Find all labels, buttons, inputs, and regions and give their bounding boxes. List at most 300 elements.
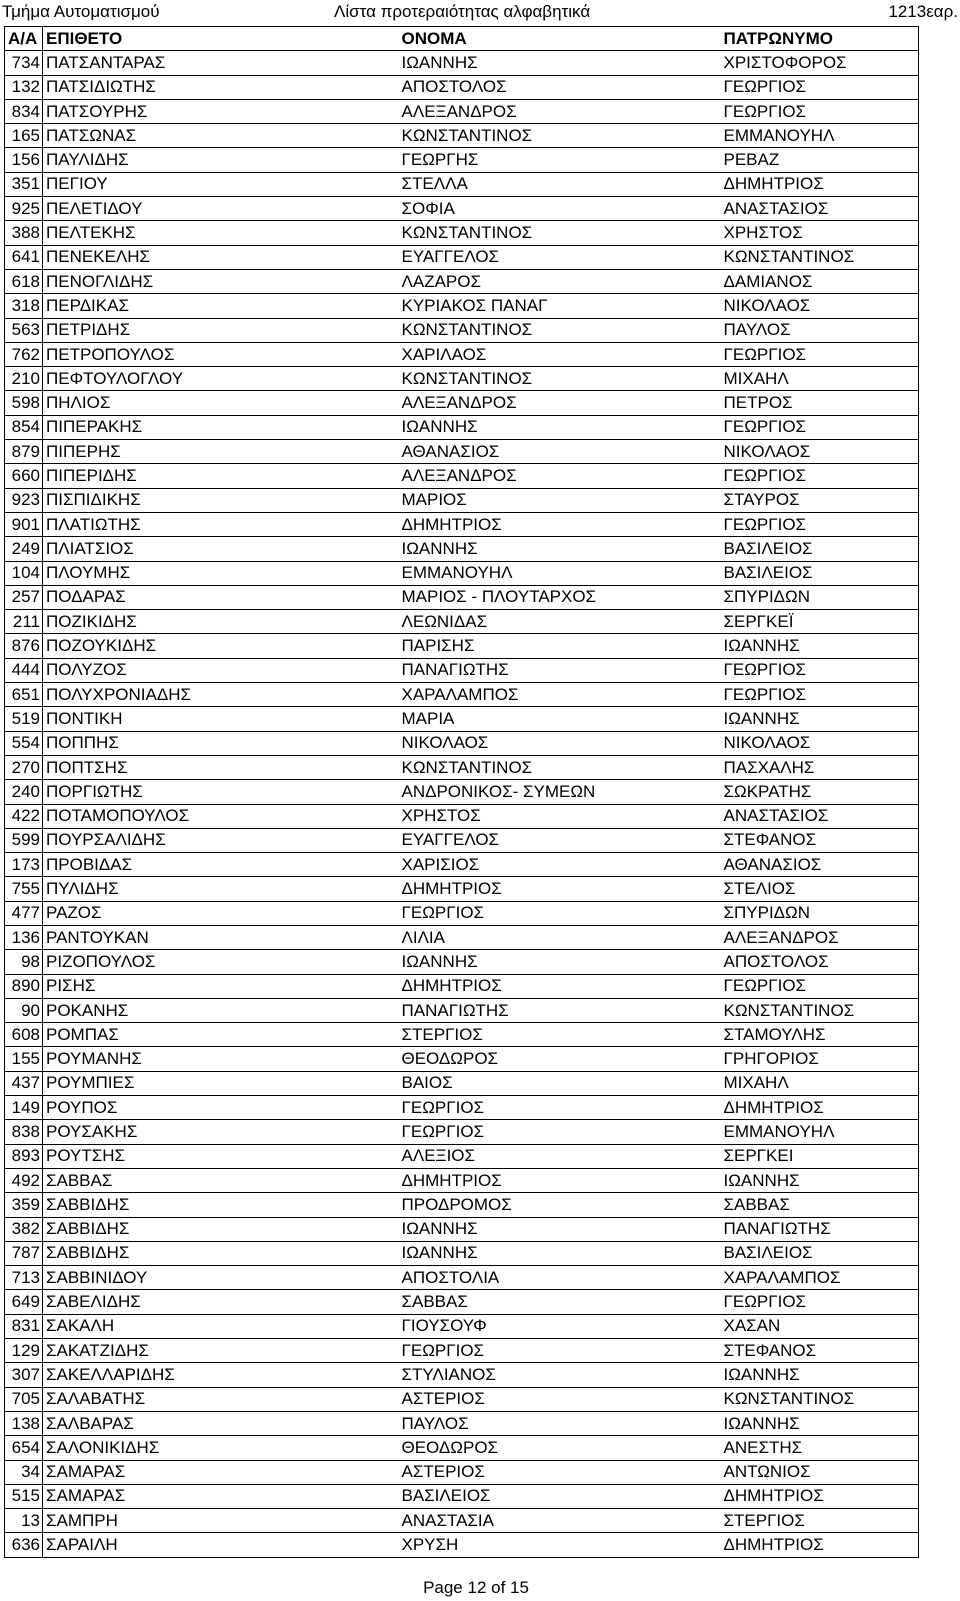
table-row — [5, 245, 919, 269]
cell-aa: 437 — [5, 1071, 43, 1095]
table-row — [5, 585, 919, 609]
cell-fathername: ΧΑΡΑΛΑΜΠΟΣ — [721, 1266, 919, 1290]
cell-surname: ΠΕΦΤΟΥΛΟΓΛΟΥ — [43, 367, 399, 391]
list-title: Λίστα προτεραιότητας αλφαβητικά — [334, 2, 591, 21]
cell-aa: 893 — [5, 1144, 43, 1168]
table-row — [5, 1120, 919, 1144]
table-row — [5, 1193, 919, 1217]
cell-firstname: ΔΗΜΗΤΡΙΟΣ — [399, 974, 721, 998]
page-footer — [0, 1577, 960, 1599]
cell-aa: 901 — [5, 512, 43, 536]
table-row — [5, 998, 919, 1022]
cell-firstname: ΑΣΤΕΡΙΟΣ — [399, 1460, 721, 1484]
cell-aa: 654 — [5, 1436, 43, 1460]
cell-firstname: ΑΣΤΕΡΙΟΣ — [399, 1387, 721, 1411]
cell-aa: 762 — [5, 342, 43, 366]
cell-firstname: ΝΙΚΟΛΑΟΣ — [399, 731, 721, 755]
cell-firstname: ΚΩΝΣΤΑΝΤΙΝΟΣ — [399, 367, 721, 391]
priority-list-table — [4, 26, 919, 1558]
cell-aa: 210 — [5, 367, 43, 391]
cell-surname: ΣΑΚΑΛΗ — [43, 1314, 399, 1338]
cell-aa: 834 — [5, 99, 43, 123]
cell-aa: 563 — [5, 318, 43, 342]
table-row — [5, 99, 919, 123]
cell-firstname: ΚΩΝΣΤΑΝΤΙΝΟΣ — [399, 318, 721, 342]
cell-aa: 149 — [5, 1096, 43, 1120]
cell-firstname: ΑΛΕΞΙΟΣ — [399, 1144, 721, 1168]
cell-surname: ΣΑΚΕΛΛΑΡΙΔΗΣ — [43, 1363, 399, 1387]
cell-fathername: ΙΩΑΝΝΗΣ — [721, 707, 919, 731]
cell-fathername: ΑΝΑΣΤΑΣΙΟΣ — [721, 804, 919, 828]
cell-firstname: ΑΘΑΝΑΣΙΟΣ — [399, 440, 721, 464]
table-row — [5, 512, 919, 536]
table-row — [5, 1460, 919, 1484]
cell-aa: 554 — [5, 731, 43, 755]
cell-fathername: ΑΘΑΝΑΣΙΟΣ — [721, 853, 919, 877]
cell-aa: 422 — [5, 804, 43, 828]
cell-fathername: ΑΝΤΩΝΙΟΣ — [721, 1460, 919, 1484]
table-row — [5, 1436, 919, 1460]
cell-aa: 598 — [5, 391, 43, 415]
cell-aa: 136 — [5, 925, 43, 949]
cell-surname: ΠΙΣΠΙΔΙΚΗΣ — [43, 488, 399, 512]
table-row — [5, 148, 919, 172]
table-row — [5, 1509, 919, 1533]
cell-surname: ΠΕΛΤΕΚΗΣ — [43, 221, 399, 245]
cell-surname: ΠΟΠΠΗΣ — [43, 731, 399, 755]
cell-fathername: ΧΡΗΣΤΟΣ — [721, 221, 919, 245]
cell-aa: 879 — [5, 440, 43, 464]
table-row — [5, 1290, 919, 1314]
cell-surname: ΡΑΝΤΟΥΚΑΝ — [43, 925, 399, 949]
cell-surname: ΣΑΛΑΒΑΤΗΣ — [43, 1387, 399, 1411]
cell-firstname: ΠΑΝΑΓΙΩΤΗΣ — [399, 658, 721, 682]
cell-aa: 307 — [5, 1363, 43, 1387]
cell-firstname: ΒΑΙΟΣ — [399, 1071, 721, 1095]
cell-surname: ΣΑΒΒΙΝΙΔΟΥ — [43, 1266, 399, 1290]
cell-firstname: ΘΕΟΔΩΡΟΣ — [399, 1047, 721, 1071]
cell-aa: 515 — [5, 1484, 43, 1508]
table-row — [5, 634, 919, 658]
cell-aa: 925 — [5, 197, 43, 221]
cell-fathername: ΒΑΣΙΛΕΙΟΣ — [721, 537, 919, 561]
cell-fathername: ΣΤΕΛΙΟΣ — [721, 877, 919, 901]
cell-aa: 34 — [5, 1460, 43, 1484]
cell-surname: ΣΑΡΑΙΛΗ — [43, 1533, 399, 1557]
cell-aa: 636 — [5, 1533, 43, 1557]
cell-firstname: ΣΑΒΒΑΣ — [399, 1290, 721, 1314]
cell-aa: 444 — [5, 658, 43, 682]
cell-surname: ΠΙΠΕΡΑΚΗΣ — [43, 415, 399, 439]
table-row — [5, 1144, 919, 1168]
cell-firstname: ΙΩΑΝΝΗΣ — [399, 537, 721, 561]
cell-firstname: ΜΑΡΙΟΣ - ΠΛΟΥΤΑΡΧΟΣ — [399, 585, 721, 609]
cell-fathername: ΚΩΝΣΤΑΝΤΙΝΟΣ — [721, 245, 919, 269]
cell-surname: ΠΑΤΣΙΔΙΩΤΗΣ — [43, 75, 399, 99]
cell-firstname: ΣΤΥΛΙΑΝΟΣ — [399, 1363, 721, 1387]
cell-aa: 382 — [5, 1217, 43, 1241]
cell-fathername: ΓΕΩΡΓΙΟΣ — [721, 75, 919, 99]
cell-aa: 173 — [5, 853, 43, 877]
cell-firstname: ΒΑΣΙΛΕΙΟΣ — [399, 1484, 721, 1508]
cell-firstname: ΜΑΡΙΑ — [399, 707, 721, 731]
cell-firstname: ΠΑΥΛΟΣ — [399, 1411, 721, 1435]
cell-fathername: ΧΡΙΣΤΟΦΟΡΟΣ — [721, 51, 919, 75]
cell-surname: ΠΕΝΟΓΛΙΔΗΣ — [43, 269, 399, 293]
cell-surname: ΡΟΚΑΝΗΣ — [43, 998, 399, 1022]
cell-surname: ΣΑΒΕΛΙΔΗΣ — [43, 1290, 399, 1314]
cell-surname: ΠΑΤΣΩΝΑΣ — [43, 124, 399, 148]
cell-aa: 165 — [5, 124, 43, 148]
table-row — [5, 391, 919, 415]
cell-aa: 713 — [5, 1266, 43, 1290]
cell-fathername: ΣΤΑΥΡΟΣ — [721, 488, 919, 512]
cell-aa: 831 — [5, 1314, 43, 1338]
cell-fathername: ΣΕΡΓΚΕΪ — [721, 610, 919, 634]
cell-surname: ΣΑΜΠΡΗ — [43, 1509, 399, 1533]
cell-firstname: ΚΩΝΣΤΑΝΤΙΝΟΣ — [399, 755, 721, 779]
cell-firstname: ΓΕΩΡΓΙΟΣ — [399, 901, 721, 925]
cell-aa: 270 — [5, 755, 43, 779]
cell-aa: 132 — [5, 75, 43, 99]
cell-firstname: ΑΠΟΣΤΟΛΙΑ — [399, 1266, 721, 1290]
cell-fathername: ΓΕΩΡΓΙΟΣ — [721, 658, 919, 682]
cell-aa: 98 — [5, 950, 43, 974]
table-row — [5, 974, 919, 998]
cell-firstname: ΑΛΕΞΑΝΔΡΟΣ — [399, 391, 721, 415]
cell-surname: ΣΑΒΒΙΔΗΣ — [43, 1193, 399, 1217]
cell-firstname: ΛΑΖΑΡΟΣ — [399, 269, 721, 293]
cell-firstname: ΧΑΡΙΛΑΟΣ — [399, 342, 721, 366]
column-header-fathername: ΠΑΤΡΩΝΥΜΟ — [721, 27, 919, 51]
table-row — [5, 1363, 919, 1387]
cell-firstname: ΑΝΑΣΤΑΣΙΑ — [399, 1509, 721, 1533]
cell-surname: ΠΟΤΑΜΟΠΟΥΛΟΣ — [43, 804, 399, 828]
cell-fathername: ΕΜΜΑΝΟΥΗΛ — [721, 1120, 919, 1144]
cell-firstname: ΓΕΩΡΓΗΣ — [399, 148, 721, 172]
cell-firstname: ΛΕΩΝΙΔΑΣ — [399, 610, 721, 634]
cell-firstname: ΑΛΕΞΑΝΔΡΟΣ — [399, 99, 721, 123]
cell-firstname: ΠΑΝΑΓΙΩΤΗΣ — [399, 998, 721, 1022]
cell-firstname: ΚΩΝΣΤΑΝΤΙΝΟΣ — [399, 124, 721, 148]
table-row — [5, 367, 919, 391]
cell-aa: 249 — [5, 537, 43, 561]
cell-surname: ΠΟΖΟΥΚΙΔΗΣ — [43, 634, 399, 658]
cell-aa: 651 — [5, 683, 43, 707]
cell-fathername: ΣΤΕΦΑΝΟΣ — [721, 1339, 919, 1363]
cell-firstname: ΔΗΜΗΤΡΙΟΣ — [399, 877, 721, 901]
cell-fathername: ΧΑΣΑΝ — [721, 1314, 919, 1338]
cell-firstname: ΣΤΕΡΓΙΟΣ — [399, 1023, 721, 1047]
table-row — [5, 1314, 919, 1338]
cell-fathername: ΣΩΚΡΑΤΗΣ — [721, 780, 919, 804]
cell-fathername: ΓΡΗΓΟΡΙΟΣ — [721, 1047, 919, 1071]
cell-aa: 649 — [5, 1290, 43, 1314]
cell-firstname: ΓΕΩΡΓΙΟΣ — [399, 1339, 721, 1363]
table-row — [5, 1047, 919, 1071]
cell-aa: 660 — [5, 464, 43, 488]
cell-firstname: ΠΡΟΔΡΟΜΟΣ — [399, 1193, 721, 1217]
cell-surname: ΡΙΣΗΣ — [43, 974, 399, 998]
cell-aa: 876 — [5, 634, 43, 658]
cell-aa: 854 — [5, 415, 43, 439]
cell-surname: ΡΟΥΤΣΗΣ — [43, 1144, 399, 1168]
table-row — [5, 707, 919, 731]
cell-aa: 755 — [5, 877, 43, 901]
cell-aa: 608 — [5, 1023, 43, 1047]
cell-surname: ΣΑΛΟΝΙΚΙΔΗΣ — [43, 1436, 399, 1460]
cell-surname: ΣΑΒΒΑΣ — [43, 1168, 399, 1192]
cell-fathername: ΜΙΧΑΗΛ — [721, 1071, 919, 1095]
cell-fathername: ΠΑΝΑΓΙΩΤΗΣ — [721, 1217, 919, 1241]
table-row — [5, 318, 919, 342]
table-row — [5, 440, 919, 464]
table-row — [5, 415, 919, 439]
cell-surname: ΠΟΔΑΡΑΣ — [43, 585, 399, 609]
cell-firstname: ΑΝΔΡΟΝΙΚΟΣ- ΣΥΜΕΩΝ — [399, 780, 721, 804]
cell-firstname: ΔΗΜΗΤΡΙΟΣ — [399, 512, 721, 536]
cell-fathername: ΝΙΚΟΛΑΟΣ — [721, 294, 919, 318]
cell-firstname: ΧΑΡΙΣΙΟΣ — [399, 853, 721, 877]
cell-surname: ΠΟΛΥΖΟΣ — [43, 658, 399, 682]
cell-firstname: ΙΩΑΝΝΗΣ — [399, 51, 721, 75]
page-header — [0, 0, 960, 24]
table-row — [5, 1533, 919, 1557]
cell-surname: ΠΟΠΤΣΗΣ — [43, 755, 399, 779]
cell-surname: ΡΟΜΠΑΣ — [43, 1023, 399, 1047]
cell-firstname: ΠΑΡΙΣΗΣ — [399, 634, 721, 658]
cell-surname: ΠΙΠΕΡΗΣ — [43, 440, 399, 464]
cell-firstname: ΑΛΕΞΑΝΔΡΟΣ — [399, 464, 721, 488]
table-row — [5, 683, 919, 707]
cell-aa: 90 — [5, 998, 43, 1022]
table-header-row — [5, 27, 919, 51]
table-row — [5, 1168, 919, 1192]
cell-fathername: ΔΗΜΗΤΡΙΟΣ — [721, 1533, 919, 1557]
cell-fathername: ΙΩΑΝΝΗΣ — [721, 1411, 919, 1435]
cell-fathername: ΠΑΥΛΟΣ — [721, 318, 919, 342]
cell-fathername: ΣΤΕΡΓΙΟΣ — [721, 1509, 919, 1533]
cell-fathername: ΙΩΑΝΝΗΣ — [721, 1363, 919, 1387]
cell-fathername: ΓΕΩΡΓΙΟΣ — [721, 683, 919, 707]
cell-aa: 734 — [5, 51, 43, 75]
cell-firstname: ΑΠΟΣΤΟΛΟΣ — [399, 75, 721, 99]
table-row — [5, 1023, 919, 1047]
cell-fathername: ΝΙΚΟΛΑΟΣ — [721, 440, 919, 464]
table-row — [5, 731, 919, 755]
table-row — [5, 828, 919, 852]
cell-fathername: ΣΤΕΦΑΝΟΣ — [721, 828, 919, 852]
table-row — [5, 804, 919, 828]
cell-surname: ΠΑΤΣΑΝΤΑΡΑΣ — [43, 51, 399, 75]
table-row — [5, 294, 919, 318]
table-row — [5, 221, 919, 245]
cell-aa: 838 — [5, 1120, 43, 1144]
cell-aa: 257 — [5, 585, 43, 609]
cell-firstname: ΓΕΩΡΓΙΟΣ — [399, 1120, 721, 1144]
cell-aa: 359 — [5, 1193, 43, 1217]
cell-aa: 129 — [5, 1339, 43, 1363]
cell-surname: ΡΟΥΣΑΚΗΣ — [43, 1120, 399, 1144]
cell-aa: 13 — [5, 1509, 43, 1533]
cell-surname: ΣΑΒΒΙΔΗΣ — [43, 1241, 399, 1265]
cell-fathername: ΑΛΕΞΑΝΔΡΟΣ — [721, 925, 919, 949]
table-row — [5, 780, 919, 804]
cell-firstname: ΙΩΑΝΝΗΣ — [399, 950, 721, 974]
cell-fathername: ΒΑΣΙΛΕΙΟΣ — [721, 1241, 919, 1265]
cell-fathername: ΣΑΒΒΑΣ — [721, 1193, 919, 1217]
column-header-aa: Α/Α — [5, 27, 43, 51]
cell-aa: 641 — [5, 245, 43, 269]
cell-firstname: ΧΑΡΑΛΑΜΠΟΣ — [399, 683, 721, 707]
cell-fathername: ΙΩΑΝΝΗΣ — [721, 1168, 919, 1192]
cell-firstname: ΙΩΑΝΝΗΣ — [399, 415, 721, 439]
cell-surname: ΡΟΥΜΠΙΕΣ — [43, 1071, 399, 1095]
cell-aa: 155 — [5, 1047, 43, 1071]
cell-surname: ΣΑΒΒΙΔΗΣ — [43, 1217, 399, 1241]
cell-fathername: ΙΩΑΝΝΗΣ — [721, 634, 919, 658]
table-row — [5, 610, 919, 634]
cell-surname: ΡΙΖΟΠΟΥΛΟΣ — [43, 950, 399, 974]
cell-surname: ΠΛΟΥΜΗΣ — [43, 561, 399, 585]
table-row — [5, 342, 919, 366]
table-row — [5, 51, 919, 75]
cell-aa: 705 — [5, 1387, 43, 1411]
cell-fathername: ΡΕΒΑΖ — [721, 148, 919, 172]
cell-surname: ΠΛΑΤΙΩΤΗΣ — [43, 512, 399, 536]
cell-surname: ΠΕΤΡΟΠΟΥΛΟΣ — [43, 342, 399, 366]
table-body — [5, 51, 919, 1557]
cell-fathername: ΕΜΜΑΝΟΥΗΛ — [721, 124, 919, 148]
cell-firstname: ΕΥΑΓΓΕΛΟΣ — [399, 828, 721, 852]
cell-surname: ΠΟΝΤΙΚΗ — [43, 707, 399, 731]
cell-firstname: ΙΩΑΝΝΗΣ — [399, 1217, 721, 1241]
cell-firstname: ΕΜΜΑΝΟΥΗΛ — [399, 561, 721, 585]
semester-count: 1213εαρ. — [888, 2, 958, 21]
cell-firstname: ΘΕΟΔΩΡΟΣ — [399, 1436, 721, 1460]
cell-aa: 618 — [5, 269, 43, 293]
cell-firstname: ΣΟΦΙΑ — [399, 197, 721, 221]
cell-surname: ΠΟΖΙΚΙΔΗΣ — [43, 610, 399, 634]
cell-firstname: ΔΗΜΗΤΡΙΟΣ — [399, 1168, 721, 1192]
table-row — [5, 1339, 919, 1363]
cell-surname: ΡΑΖΟΣ — [43, 901, 399, 925]
cell-surname: ΠΑΤΣΟΥΡΗΣ — [43, 99, 399, 123]
page-number: Page 12 of 15 — [423, 1578, 529, 1597]
table-row — [5, 1411, 919, 1435]
cell-surname: ΠΕΤΡΙΔΗΣ — [43, 318, 399, 342]
column-header-surname: ΕΠΙΘΕΤΟ — [43, 27, 399, 51]
cell-surname: ΠΟΥΡΣΑΛΙΔΗΣ — [43, 828, 399, 852]
cell-fathername: ΔΗΜΗΤΡΙΟΣ — [721, 1096, 919, 1120]
cell-firstname: ΙΩΑΝΝΗΣ — [399, 1241, 721, 1265]
cell-fathername: ΣΤΑΜΟΥΛΗΣ — [721, 1023, 919, 1047]
cell-firstname: ΓΙΟΥΣΟΥΦ — [399, 1314, 721, 1338]
cell-surname: ΠΟΡΓΙΩΤΗΣ — [43, 780, 399, 804]
table-row — [5, 1387, 919, 1411]
cell-firstname: ΓΕΩΡΓΙΟΣ — [399, 1096, 721, 1120]
cell-surname: ΣΑΜΑΡΑΣ — [43, 1460, 399, 1484]
cell-surname: ΠΕΛΕΤΙΔΟΥ — [43, 197, 399, 221]
cell-surname: ΠΟΛΥΧΡΟΝΙΑΔΗΣ — [43, 683, 399, 707]
table-row — [5, 901, 919, 925]
cell-aa: 492 — [5, 1168, 43, 1192]
cell-aa: 388 — [5, 221, 43, 245]
cell-aa: 351 — [5, 172, 43, 196]
table-row — [5, 1071, 919, 1095]
cell-fathername: ΚΩΝΣΤΑΝΤΙΝΟΣ — [721, 1387, 919, 1411]
cell-firstname: ΚΥΡΙΑΚΟΣ ΠΑΝΑΓ — [399, 294, 721, 318]
table-row — [5, 1096, 919, 1120]
cell-fathername: ΓΕΩΡΓΙΟΣ — [721, 1290, 919, 1314]
cell-firstname: ΛΙΛΙΑ — [399, 925, 721, 949]
table-row — [5, 561, 919, 585]
cell-fathername: ΠΕΤΡΟΣ — [721, 391, 919, 415]
table-row — [5, 537, 919, 561]
table-row — [5, 877, 919, 901]
cell-fathername: ΣΠΥΡΙΔΩΝ — [721, 901, 919, 925]
cell-fathername: ΓΕΩΡΓΙΟΣ — [721, 512, 919, 536]
cell-fathername: ΔΗΜΗΤΡΙΟΣ — [721, 172, 919, 196]
cell-aa: 318 — [5, 294, 43, 318]
cell-aa: 787 — [5, 1241, 43, 1265]
table-row — [5, 1484, 919, 1508]
table-row — [5, 464, 919, 488]
cell-fathername: ΓΕΩΡΓΙΟΣ — [721, 974, 919, 998]
cell-aa: 211 — [5, 610, 43, 634]
table-row — [5, 925, 919, 949]
table-row — [5, 488, 919, 512]
cell-firstname: ΕΥΑΓΓΕΛΟΣ — [399, 245, 721, 269]
cell-surname: ΣΑΜΑΡΑΣ — [43, 1484, 399, 1508]
cell-aa: 519 — [5, 707, 43, 731]
cell-surname: ΠΥΛΙΔΗΣ — [43, 877, 399, 901]
cell-fathername: ΓΕΩΡΓΙΟΣ — [721, 464, 919, 488]
cell-firstname: ΧΡΗΣΤΟΣ — [399, 804, 721, 828]
cell-fathername: ΑΠΟΣΤΟΛΟΣ — [721, 950, 919, 974]
table-row — [5, 658, 919, 682]
cell-fathername: ΠΑΣΧΑΛΗΣ — [721, 755, 919, 779]
table-row — [5, 75, 919, 99]
cell-aa: 923 — [5, 488, 43, 512]
cell-surname: ΠΗΛΙΟΣ — [43, 391, 399, 415]
cell-firstname: ΣΤΕΛΛΑ — [399, 172, 721, 196]
cell-surname: ΠΛΙΑΤΣΙΟΣ — [43, 537, 399, 561]
cell-fathername: ΑΝΕΣΤΗΣ — [721, 1436, 919, 1460]
table-row — [5, 269, 919, 293]
cell-aa: 599 — [5, 828, 43, 852]
column-header-firstname: ΟΝΟΜΑ — [399, 27, 721, 51]
cell-fathername: ΜΙΧΑΗΛ — [721, 367, 919, 391]
table-row — [5, 755, 919, 779]
cell-aa: 156 — [5, 148, 43, 172]
cell-fathername: ΓΕΩΡΓΙΟΣ — [721, 99, 919, 123]
cell-fathername: ΣΠΥΡΙΔΩΝ — [721, 585, 919, 609]
cell-aa: 240 — [5, 780, 43, 804]
table-row — [5, 197, 919, 221]
cell-fathername: ΓΕΩΡΓΙΟΣ — [721, 415, 919, 439]
table-row — [5, 172, 919, 196]
cell-aa: 104 — [5, 561, 43, 585]
cell-surname: ΠΡΟΒΙΔΑΣ — [43, 853, 399, 877]
cell-surname: ΡΟΥΜΑΝΗΣ — [43, 1047, 399, 1071]
cell-fathername: ΒΑΣΙΛΕΙΟΣ — [721, 561, 919, 585]
cell-aa: 890 — [5, 974, 43, 998]
cell-aa: 477 — [5, 901, 43, 925]
cell-fathername: ΣΕΡΓΚΕΙ — [721, 1144, 919, 1168]
table-row — [5, 950, 919, 974]
cell-surname: ΠΕΓΙΟΥ — [43, 172, 399, 196]
